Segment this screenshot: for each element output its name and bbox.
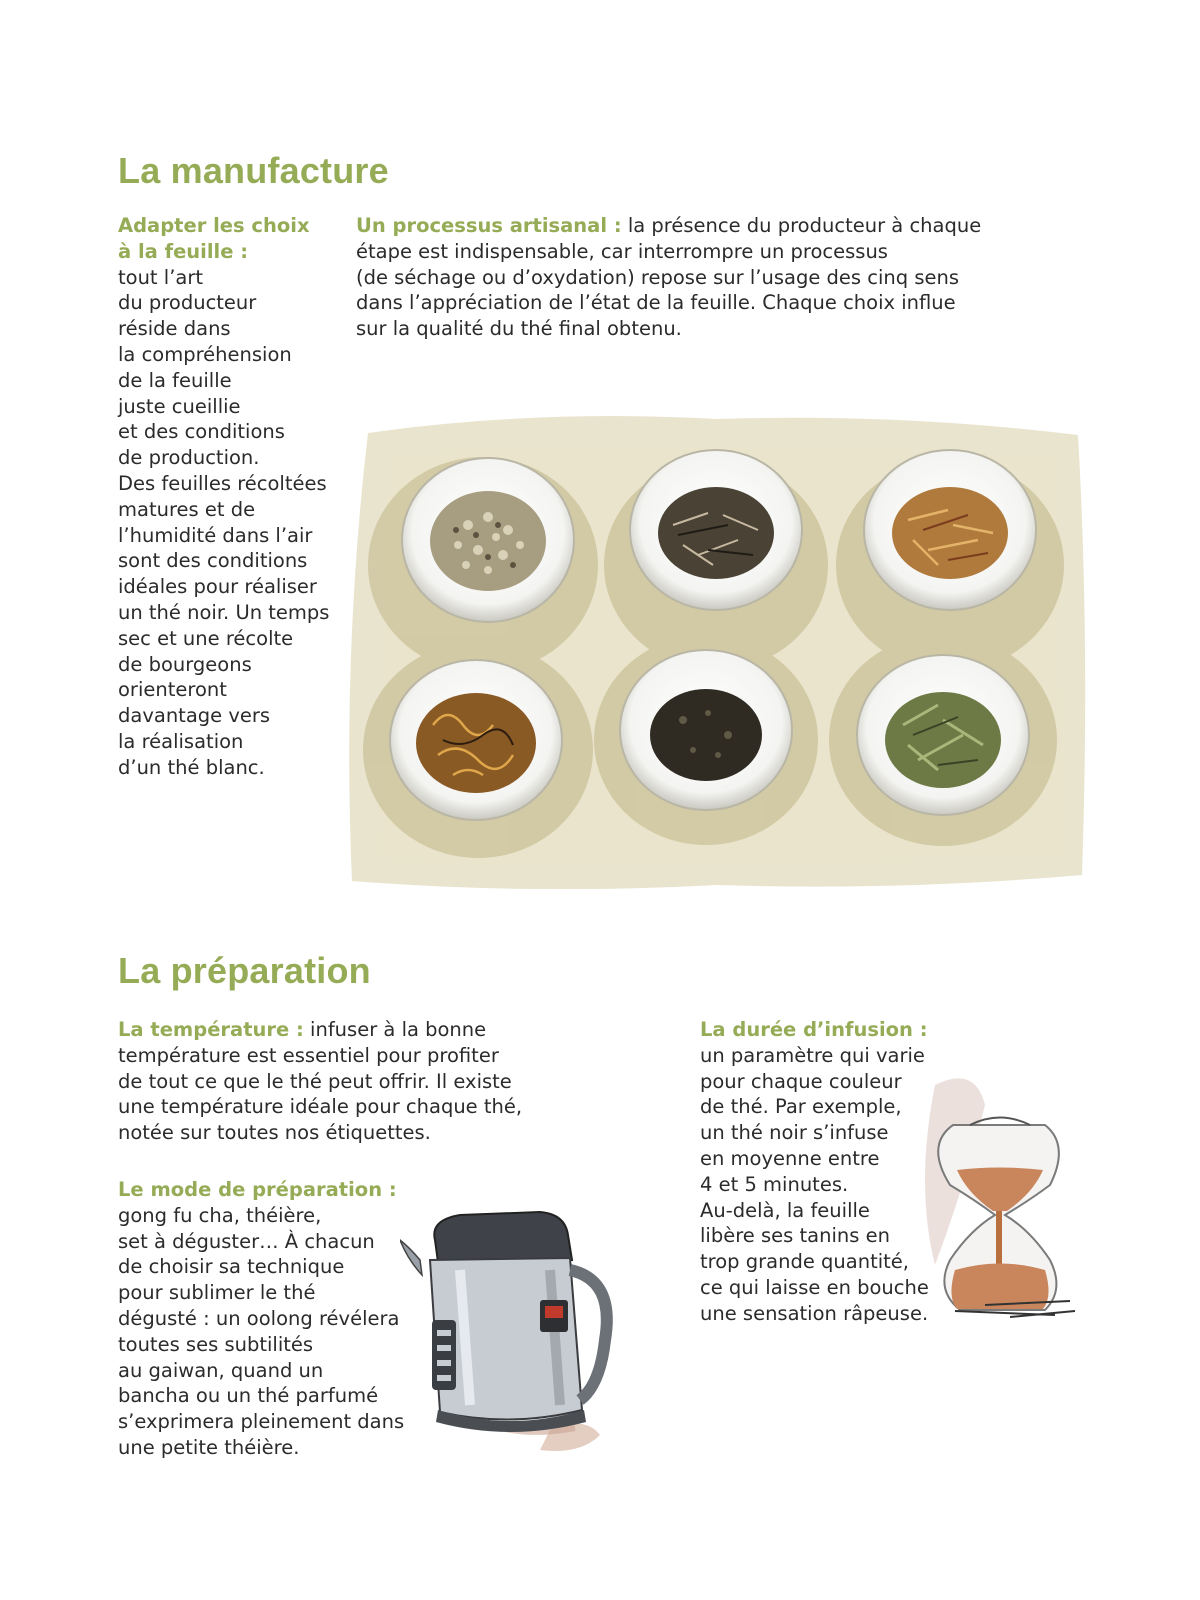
bowl-4 — [390, 660, 562, 820]
text-line: matures et de — [118, 497, 256, 521]
text-line: pour chaque couleur — [700, 1069, 902, 1093]
hourglass-illustration — [915, 1065, 1085, 1325]
text-line: la réalisation — [118, 729, 244, 753]
text-line: juste cueillie — [118, 394, 241, 418]
text-line — [356, 213, 981, 239]
text-run: infuser à la bonne — [303, 1018, 487, 1041]
text-line: (de séchage ou d’oxydation) repose sur l’usage des cinq sens — [356, 265, 960, 289]
lead-label: Le mode de préparation : — [118, 1178, 397, 1201]
text-line: de thé. Par exemple, — [700, 1095, 902, 1119]
text-line: 4 et 5 minutes. — [700, 1172, 849, 1196]
text-line: de la feuille — [118, 368, 232, 392]
text-line: étape est indispensable, car interrompre un processus — [356, 239, 888, 263]
text-line: de production. — [118, 446, 260, 470]
text-line: Au-delà, la feuille — [700, 1198, 870, 1222]
bowl-5 — [620, 650, 792, 810]
lead-label: à la feuille : — [118, 239, 249, 263]
text-line: sur la qualité du thé final obtenu. — [356, 317, 682, 341]
text-line: bancha ou un thé parfumé — [118, 1384, 379, 1408]
text-line: température est essentiel pour profiter — [118, 1043, 499, 1067]
text-line: au gaiwan, quand un — [118, 1358, 324, 1382]
text-line: dégusté : un oolong révélera — [118, 1306, 400, 1330]
text-line — [118, 1017, 522, 1043]
text-line: de choisir sa technique — [118, 1255, 345, 1279]
manufacture-left-text — [118, 213, 329, 781]
text-line: de bourgeons — [118, 652, 252, 676]
text-line: idéales pour réaliser — [118, 575, 317, 599]
manufacture-right-text — [356, 213, 981, 342]
lead-label: Adapter les choix — [118, 214, 310, 237]
lead-label: La température : — [118, 1018, 304, 1041]
bowl-1 — [402, 458, 574, 622]
text-line: une petite théière. — [118, 1435, 300, 1459]
text-line: trop grande quantité, — [700, 1250, 909, 1274]
text-line: libère ses tanins en — [700, 1224, 890, 1248]
text-line: set à déguster… À chacun — [118, 1229, 375, 1253]
section-heading-manufacture: La manufacture — [118, 150, 389, 191]
text-line: ce qui laisse en bouche — [700, 1275, 929, 1299]
text-line: un thé noir. Un temps — [118, 600, 330, 624]
tea-bowls-illustration — [338, 405, 1098, 895]
text-line: sec et une récolte — [118, 626, 294, 650]
temperature-text — [118, 1017, 522, 1146]
text-line: un paramètre qui varie — [700, 1043, 925, 1067]
bowl-2 — [630, 450, 802, 610]
text-line: un thé noir s’infuse — [700, 1121, 889, 1145]
text-line: dans l’appréciation de l’état de la feuille. Chaque choix influe — [356, 291, 956, 315]
text-line: tout l’art — [118, 265, 204, 289]
text-line: gong fu cha, théière, — [118, 1203, 322, 1227]
bowl-3 — [864, 450, 1036, 610]
text-run: la présence du producteur à chaque — [621, 214, 982, 237]
kettle-illustration — [400, 1200, 620, 1460]
text-line: l’humidité dans l’air — [118, 523, 313, 547]
lead-label: La durée d’infusion : — [700, 1018, 928, 1041]
text-line: pour sublimer le thé — [118, 1281, 316, 1305]
duree-text — [700, 1017, 929, 1327]
bowl-6 — [857, 655, 1029, 815]
lead-label: Un processus artisanal : — [356, 214, 622, 237]
text-line: la compréhension — [118, 342, 292, 366]
text-line: et des conditions — [118, 420, 285, 444]
text-line: orienteront — [118, 678, 227, 702]
text-line: s’exprimera pleinement dans — [118, 1410, 405, 1434]
text-line: de tout ce que le thé peut offrir. Il existe — [118, 1069, 512, 1093]
text-line: Des feuilles récoltées — [118, 471, 327, 495]
mode-text — [118, 1177, 404, 1461]
text-line: réside dans — [118, 317, 231, 341]
section-heading-preparation: La préparation — [118, 950, 371, 991]
text-line: une température idéale pour chaque thé, — [118, 1095, 523, 1119]
text-line: davantage vers — [118, 704, 271, 728]
text-line: notée sur toutes nos étiquettes. — [118, 1121, 431, 1145]
text-line: toutes ses subtilités — [118, 1332, 314, 1356]
text-line: en moyenne entre — [700, 1146, 880, 1170]
text-line: sont des conditions — [118, 549, 308, 573]
text-line: une sensation râpeuse. — [700, 1301, 929, 1325]
text-line: d’un thé blanc. — [118, 755, 265, 779]
text-line: du producteur — [118, 291, 257, 315]
